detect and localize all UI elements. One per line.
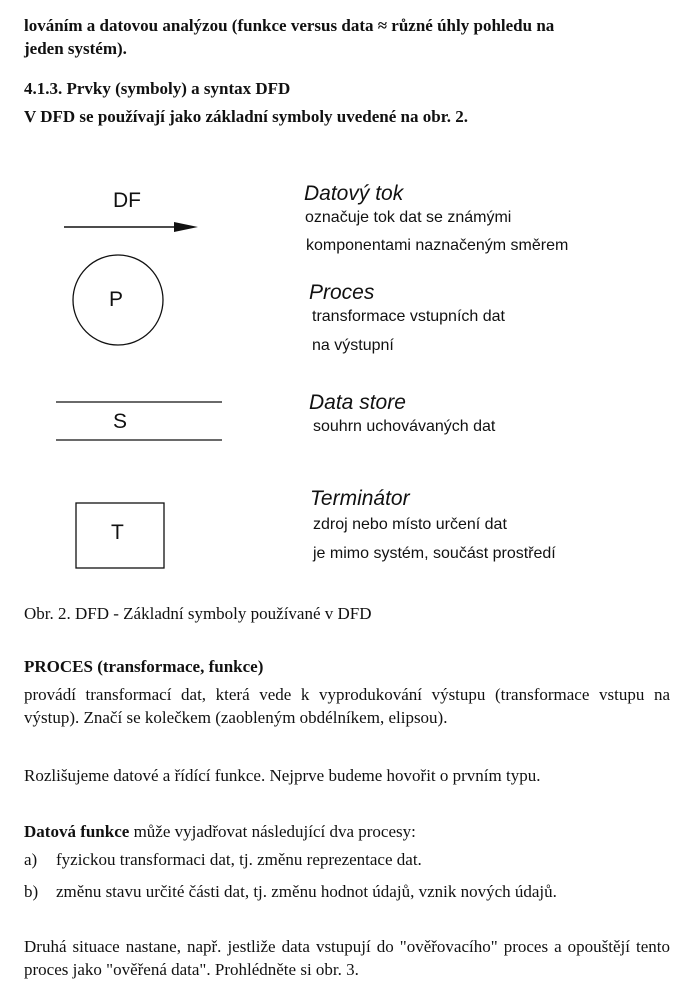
process-name: Proces [309,281,375,304]
process-desc-1: transformace vstupních dat [312,308,505,325]
store-desc-1: souhrn uchovávaných dat [313,418,496,435]
list-item-text: změnu stavu určité části dat, tj. změnu hodnot údajů, vznik nových údajů. [56,882,557,901]
proces-para-4: Druhá situace nastane, např. jestliže data vstupují do "ověřovacího" proces a opouštějí tento proces jako "ověřená data". Prohlédněte si obr. 3. [24,937,670,979]
intro-line-1: lováním a datovou analýzou (funkce versus data ≈ různé úhly pohledu na [24,16,555,35]
proces-para-3-bold: Datová funkce [24,822,130,841]
list-marker: b) [24,882,39,901]
intro-line-2: jeden systém). [24,39,127,58]
terminator-symbol-text: T [111,521,124,544]
store-symbol-text: S [113,410,128,433]
terminator-name: Terminátor [310,487,410,510]
section-heading: 4.1.3. Prvky (symboly) a syntax DFD [24,79,291,98]
proces-para-3 [24,820,416,843]
terminator-desc-1: zdroj nebo místo určení dat [313,516,507,533]
flow-name: Datový tok [304,182,404,205]
terminator-desc-2: je mimo systém, součást prostředí [313,545,556,562]
list-item [24,880,670,903]
section-intro: V DFD se používají jako základní symboly uvedené na obr. 2. [24,107,468,126]
process-desc-2: na výstupní [312,337,394,354]
proces-para-3-rest: může vyjadřovat následující dva procesy: [129,822,416,841]
proces-heading: PROCES (transformace, funkce) [24,657,264,676]
store-name: Data store [309,391,406,414]
list-item-text: fyzickou transformaci dat, tj. změnu reprezentace dat. [56,850,422,869]
flow-desc-1: označuje tok dat se známými [305,209,512,226]
process-symbol-text: P [109,288,124,311]
proces-para-2: Rozlišujeme datové a řídící funkce. Nejprve budeme hovořit o prvním typu. [24,766,541,785]
flow-desc-2: komponentami naznačeným směrem [306,237,569,254]
figure-caption: Obr. 2. DFD - Základní symboly používané v DFD [24,604,372,623]
flow-symbol-text: DF [113,189,141,212]
list-marker: a) [24,850,38,869]
data-flow-arrow [64,222,198,232]
list-item [24,848,422,871]
proces-para-1: provádí transformací dat, která vede k vyprodukování výstupu (transformace vstupu na výstup). Značí se kolečkem (zaobleným obdélníkem, elipsou). [24,685,670,727]
data-store-lines [56,402,222,440]
